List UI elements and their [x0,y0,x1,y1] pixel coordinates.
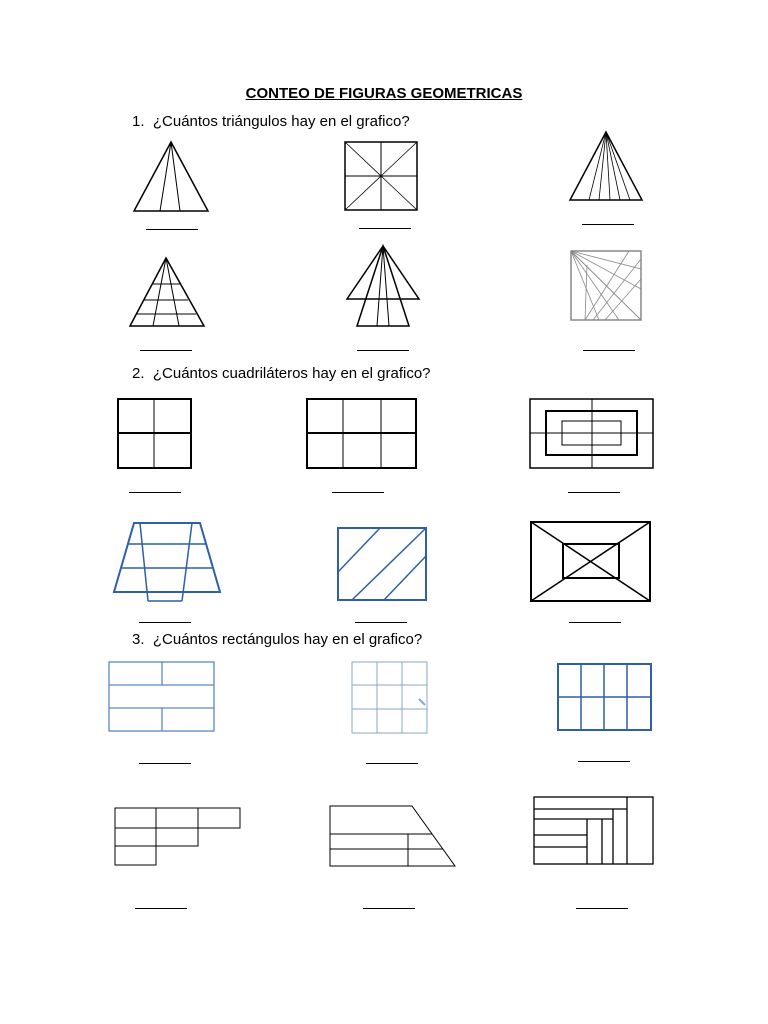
answer-blank[interactable] [129,492,181,493]
rect-figure-3a [108,661,216,733]
rect-figure-3d [113,806,243,868]
answer-blank[interactable] [357,350,409,351]
answer-blank[interactable] [568,492,620,493]
answer-blank[interactable] [139,622,191,623]
question-1-number: 1. [132,113,145,130]
answer-blank[interactable] [363,908,415,909]
answer-blank[interactable] [140,350,192,351]
answer-blank[interactable] [583,350,635,351]
triangle-figure-1a [130,140,212,215]
answer-blank[interactable] [355,622,407,623]
answer-blank[interactable] [332,492,384,493]
question-2-text: ¿Cuántos cuadriláteros hay en el grafico? [152,365,431,382]
square-figure-1b [343,140,419,212]
quad-figure-2f [529,520,652,603]
trapezoid-figure-2d [112,520,222,603]
question-2-number: 2. [132,365,145,382]
rect-figure-3b [350,661,430,735]
rect-figure-3e [328,804,458,869]
answer-blank[interactable] [569,622,621,623]
square-figure-1f [569,249,643,322]
answer-blank[interactable] [139,763,191,764]
quad-figure-2c [528,397,655,470]
answer-blank[interactable] [582,224,634,225]
question-1 [132,113,410,130]
answer-blank[interactable] [135,908,187,909]
triangle-figure-1e [345,244,421,328]
answer-blank[interactable] [359,228,411,229]
quad-figure-2e [336,526,428,602]
quad-figure-2b [305,397,418,470]
quad-figure-2a [116,397,193,470]
question-3-text: ¿Cuántos rectángulos hay en el grafico? [152,631,423,648]
answer-blank[interactable] [366,763,418,764]
question-1-text: ¿Cuántos triángulos hay en el grafico? [152,113,410,130]
answer-blank[interactable] [578,761,630,762]
question-3-number: 3. [132,631,145,648]
worksheet-title: CONTEO DE FIGURAS GEOMETRICAS [245,85,523,102]
question-2 [132,365,431,382]
rect-figure-3f [532,795,656,867]
triangle-figure-1c [567,130,645,203]
answer-blank[interactable] [146,229,198,230]
rect-figure-3c [556,662,653,732]
question-3 [132,631,422,648]
answer-blank[interactable] [576,908,628,909]
triangle-figure-1d [128,256,206,328]
